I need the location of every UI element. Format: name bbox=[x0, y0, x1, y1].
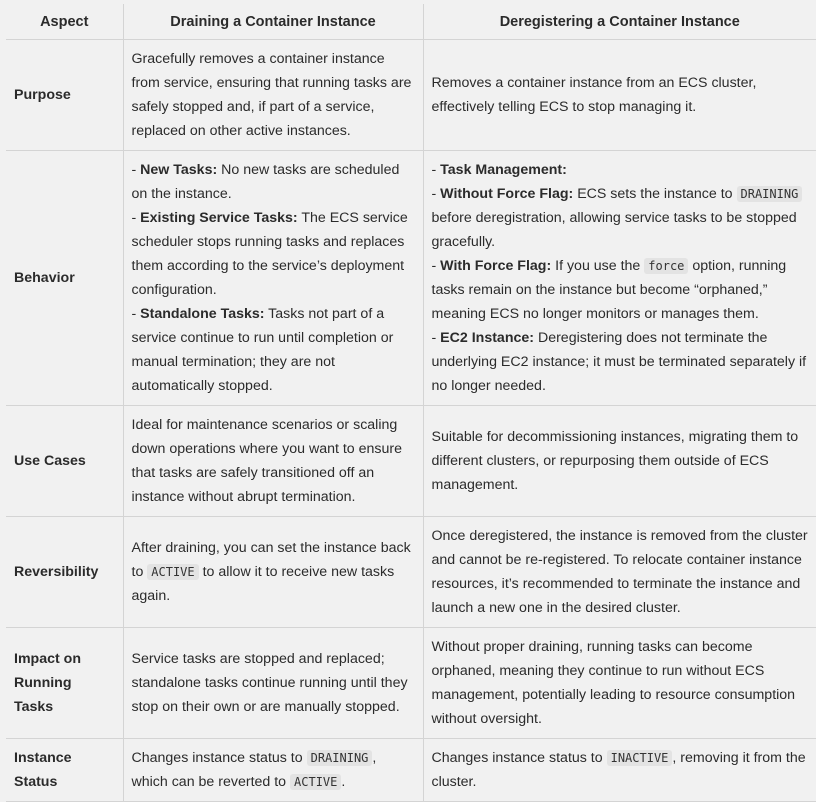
aspect-cell: Use Cases bbox=[6, 406, 123, 517]
draining-cell: After draining, you can set the instance back to ACTIVE to allow it to receive new tasks again. bbox=[123, 517, 423, 628]
code-draining: DRAINING bbox=[307, 750, 373, 766]
deregistering-cell: Once deregistered, the instance is removed from the cluster and cannot be re-registered. To relocate container instance resources, it’s recommended to terminate the instance and launch a new one in the desired cluster. bbox=[423, 517, 816, 628]
aspect-cell: Reversibility bbox=[6, 517, 123, 628]
header-deregistering: Deregistering a Container Instance bbox=[423, 4, 816, 40]
bullet-existing-service-tasks: - Existing Service Tasks: The ECS service scheduler stops running tasks and replaces them according to the service’s deployment configuration. bbox=[131, 210, 408, 298]
table-row-purpose bbox=[6, 40, 816, 151]
bullet-standalone-tasks: - Standalone Tasks: Tasks not part of a service continue to run until completion or manual termination; they are not automatically stopped. bbox=[131, 306, 394, 394]
table-row-behavior bbox=[6, 151, 816, 406]
bullet-new-tasks: - New Tasks: No new tasks are scheduled on the instance. bbox=[131, 162, 400, 202]
deregistering-cell: Changes instance status to INACTIVE , removing it from the cluster. bbox=[423, 739, 816, 802]
header-draining: Draining a Container Instance bbox=[123, 4, 423, 40]
draining-cell: Gracefully removes a container instance from service, ensuring that running tasks are safely stopped and, if part of a service, replaced on other active instances. bbox=[123, 40, 423, 151]
code-inactive: INACTIVE bbox=[607, 750, 673, 766]
draining-cell: Ideal for maintenance scenarios or scaling down operations where you want to ensure that tasks are safely transitioned off an instance without abrupt termination. bbox=[123, 406, 423, 517]
aspect-cell: Behavior bbox=[6, 151, 123, 406]
comparison-table-container bbox=[6, 4, 816, 802]
draining-cell bbox=[123, 151, 423, 406]
header-row bbox=[6, 4, 816, 40]
bullet-task-management: - Task Management: bbox=[431, 162, 567, 178]
table-row-status bbox=[6, 739, 816, 802]
deregistering-cell: Without proper draining, running tasks can become orphaned, meaning they continue to run without ECS management, potentially leading to resource consumption without oversight. bbox=[423, 628, 816, 739]
bullet-ec2-instance: - EC2 Instance: Deregistering does not terminate the underlying EC2 instance; it must be terminated separately if no longer needed. bbox=[431, 330, 807, 394]
comparison-table bbox=[6, 4, 816, 802]
aspect-cell: Instance Status bbox=[6, 739, 123, 802]
code-active: ACTIVE bbox=[290, 774, 341, 790]
code-force: force bbox=[644, 258, 688, 274]
table-row-use-cases bbox=[6, 406, 816, 517]
code-draining: DRAINING bbox=[737, 186, 803, 202]
table-row-reversibility bbox=[6, 517, 816, 628]
bullet-with-force-flag: - With Force Flag: If you use the force option, running tasks remain on the instance but become “orphaned,” meaning ECS no longer monitors or manages them. bbox=[431, 258, 787, 322]
header-aspect: Aspect bbox=[6, 4, 123, 40]
table-row-impact bbox=[6, 628, 816, 739]
bullet-without-force-flag: - Without Force Flag: ECS sets the instance to DRAINING before deregistration, allowing service tasks to be stopped gracefully. bbox=[432, 182, 809, 254]
code-active: ACTIVE bbox=[147, 564, 198, 580]
aspect-cell: Impact on Running Tasks bbox=[6, 628, 123, 739]
deregistering-cell: Suitable for decommissioning instances, migrating them to different clusters, or repurposing them outside of ECS management. bbox=[423, 406, 816, 517]
draining-cell: Changes instance status to DRAINING , which can be reverted to ACTIVE . bbox=[123, 739, 423, 802]
deregistering-cell: Removes a container instance from an ECS cluster, effectively telling ECS to stop managing it. bbox=[423, 40, 816, 151]
deregistering-cell bbox=[423, 151, 816, 406]
draining-cell: Service tasks are stopped and replaced; standalone tasks continue running until they stop on their own or are manually stopped. bbox=[123, 628, 423, 739]
aspect-cell: Purpose bbox=[6, 40, 123, 151]
